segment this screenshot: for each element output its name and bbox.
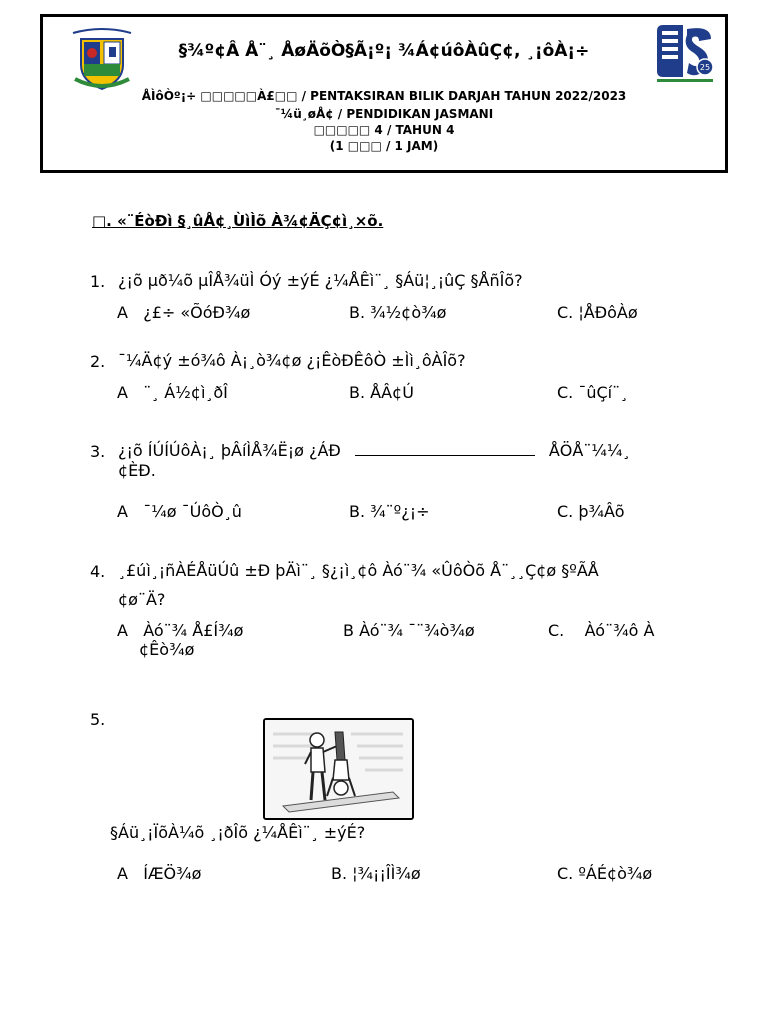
question-4-option-b[interactable] <box>343 621 475 640</box>
option-text: ÅÂ¢Ú <box>370 383 414 402</box>
year-label: □□□□□ 4 / TAHUN 4 <box>313 123 455 137</box>
answer-blank[interactable] <box>355 439 535 456</box>
option-text: ¯ûÇí¨¸ <box>578 383 629 402</box>
exam-logo-icon <box>653 23 717 83</box>
option-text: Àó¨¾ Å£Í¾ø <box>143 621 244 640</box>
option-text: ¿£÷ «ÕóÐ¾ø <box>143 303 251 322</box>
question-2-option-b[interactable] <box>349 383 414 402</box>
option-letter: C. <box>557 383 574 402</box>
question-3-option-a[interactable] <box>117 502 242 521</box>
option-letter: A <box>117 303 128 322</box>
option-text: ºÁÉ¢ò¾ø <box>578 864 653 883</box>
section-instruction: □. «¨ÉòÐì §¸ûÅ¢¸ÙìÌõ À¾¢ÄÇ¢ì¸×õ. <box>92 212 384 230</box>
option-letter: B. <box>331 864 348 883</box>
question-3-line-1 <box>118 436 718 466</box>
option-letter: B. <box>349 383 366 402</box>
question-1-text: ¿¡õ µð¼õ µÎÅ¾üÌ Óý ±ýÉ ¿¼ÅÊì¨¸ §Áü¦¸¡ûÇ §ÅñÎõ? <box>118 271 523 290</box>
question-2-number: 2. <box>90 352 106 371</box>
option-letter: C. <box>557 502 574 521</box>
option-letter: B <box>343 621 354 640</box>
question-3-option-b[interactable] <box>349 502 430 521</box>
question-3-option-c[interactable] <box>557 502 624 521</box>
question-3-line-2: ¢ÈÐ. <box>118 461 156 480</box>
option-letter: C. <box>557 303 574 322</box>
option-text: ¦ÅÐôÀø <box>578 303 638 322</box>
question-1-number: 1. <box>90 272 106 291</box>
option-text: ¦¾¡¡ÎÌ¾ø <box>352 864 421 883</box>
option-letter: C. <box>548 621 565 640</box>
question-2-text: ¯¼Ä¢ý ±ó¾ô À¡¸ò¾¢ø ¿¡ÊòÐÊôÒ ±Ìì¸ôÀÎõ? <box>118 351 466 370</box>
option-letter: A <box>117 864 128 883</box>
option-text: ¯¼ø ¯ÚôÒ¸û <box>143 502 242 521</box>
headstand-illustration-icon <box>265 720 412 818</box>
question-4-number: 4. <box>90 562 106 581</box>
question-5-picture <box>263 718 414 820</box>
question-2-option-a[interactable] <box>117 383 228 402</box>
option-letter: A <box>117 383 128 402</box>
option-text: ¨¸ Á½¢ì¸ðÎ <box>143 383 228 402</box>
question-2-option-c[interactable] <box>557 383 628 402</box>
option-text: ¾¨º¿¡÷ <box>370 502 430 521</box>
question-4-line-2: ¢ø¨Ä? <box>118 590 166 609</box>
option-text: Àó¨¾ô À <box>584 621 655 640</box>
school-name: §¾º¢Â Å¨¸ ÅøÄõÒ§Ã¡º¡ ¾Á¢úôÀûÇ¢, ¸¡ôÀ¡÷ <box>178 41 590 61</box>
question-5-option-a[interactable] <box>117 864 201 883</box>
question-5-text: §Áü¸¡ÏõÀ¼õ ¸¡ðÎõ ¿¼ÅÊì¨¸ ±ýÉ? <box>110 823 366 842</box>
question-5-option-c[interactable] <box>557 864 652 883</box>
question-4-line-1: ¸£úì¸¡ñÀÉÅüÚû ±Ð þÄì¨¸ §¿¡ì¸¢ô Àó¨¾ «ÛôÒõ Å¨¸¸Ç¢ø §ºÃÅ <box>118 561 599 580</box>
assessment-title: ÅÌôÒº¡÷ □□□□□À£□□ / PENTAKSIRAN BILIK DARJAH TAHUN 2022/2023 <box>141 89 627 103</box>
subject-title: ¯¼ü¸øÅ¢ / PENDIDIKAN JASMANI <box>274 107 494 121</box>
question-3-text-end: ÅÖÅ¨¼¼¸ <box>548 441 631 460</box>
option-letter: A <box>117 621 128 640</box>
question-4-option-c-cont: ¢Êò¾ø <box>139 640 195 659</box>
option-letter: A <box>117 502 128 521</box>
question-3-number: 3. <box>90 442 106 461</box>
question-4-option-c[interactable] <box>548 621 654 640</box>
option-text: ÍÆÖ¾ø <box>143 864 202 883</box>
question-3-text-start: ¿¡õ ÍÚÍÚôÀ¡¸ þÂíÌÅ¾Ë¡ø ¿ÁÐ <box>118 441 341 460</box>
option-letter: B. <box>349 303 366 322</box>
question-1-option-c[interactable] <box>557 303 638 322</box>
option-letter: C. <box>557 864 574 883</box>
question-4-option-a[interactable] <box>117 621 243 640</box>
option-text: þ¾Âõ <box>578 502 625 521</box>
question-5-number: 5. <box>90 710 106 729</box>
svg-text:25: 25 <box>699 63 711 72</box>
duration-label: (1 □□□ / 1 JAM) <box>329 139 439 153</box>
option-text: ¾½¢ò¾ø <box>370 303 447 322</box>
option-text: Àó¨¾ ¯¨¾ò¾ø <box>359 621 475 640</box>
option-letter: B. <box>349 502 366 521</box>
question-1-option-b[interactable] <box>349 303 446 322</box>
question-5-option-b[interactable] <box>331 864 421 883</box>
question-1-option-a[interactable] <box>117 303 250 322</box>
exam-header <box>40 14 728 173</box>
